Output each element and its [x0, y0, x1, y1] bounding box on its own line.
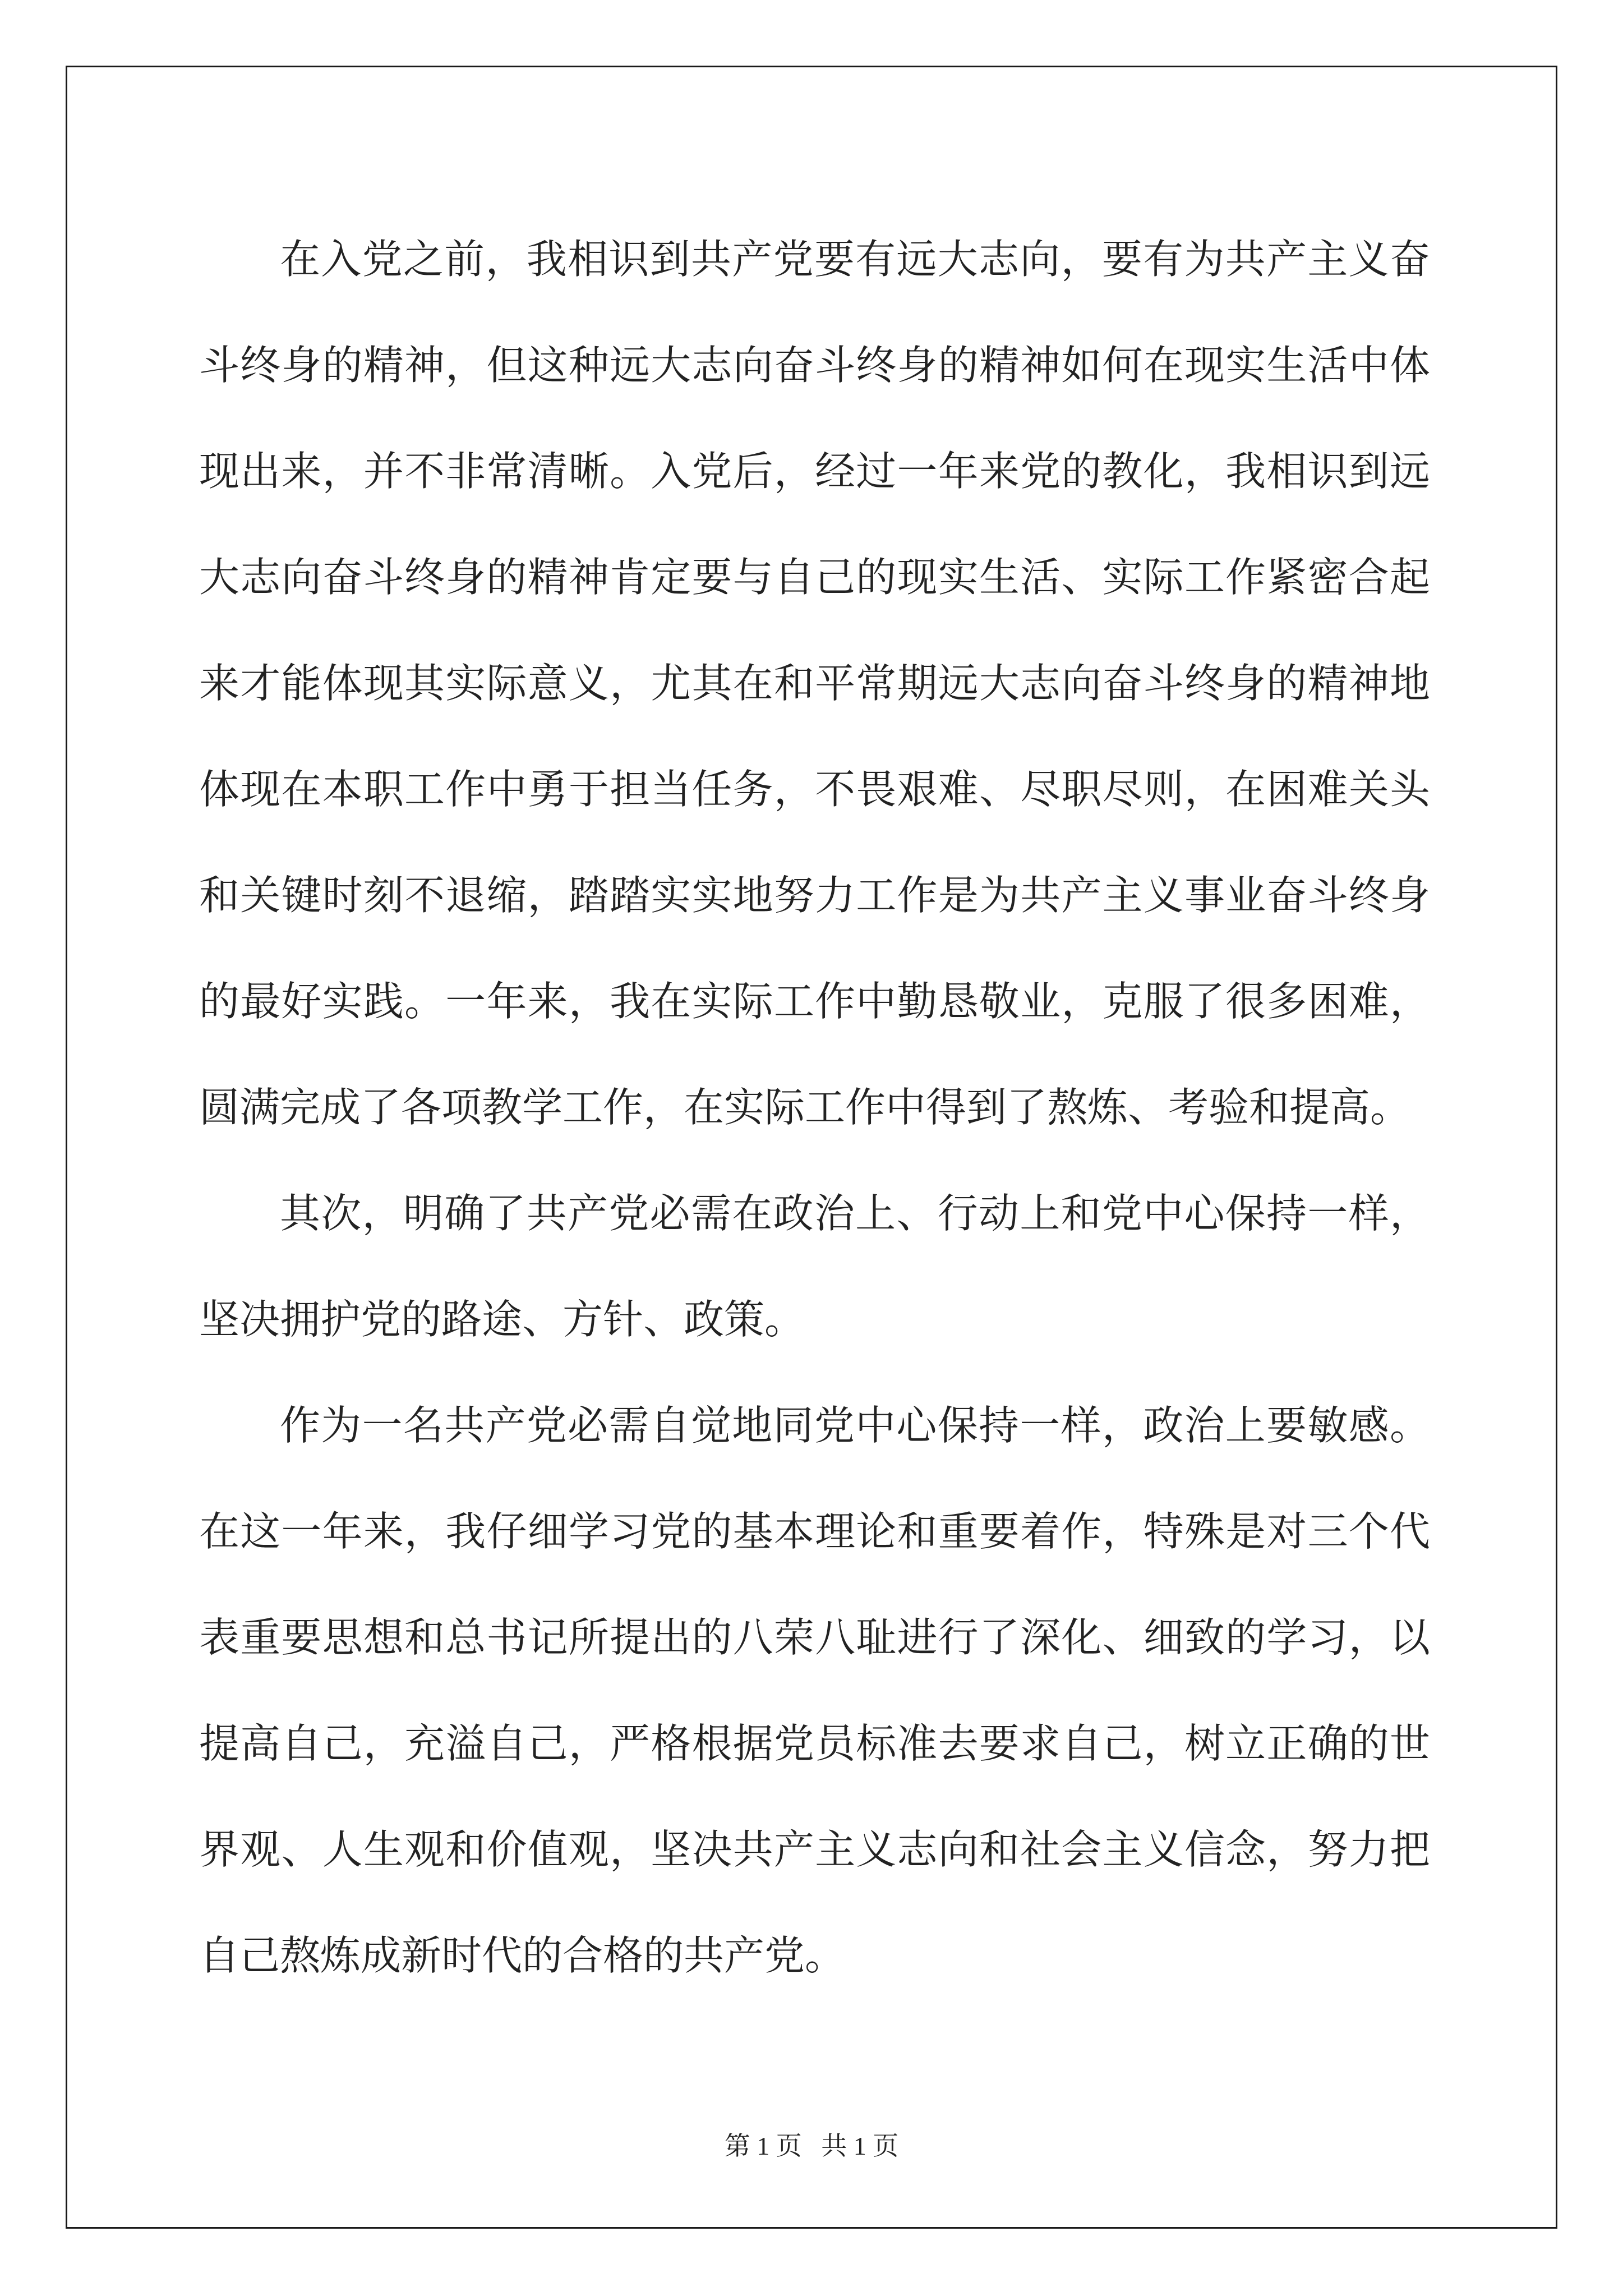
paragraph-3: 作为一名共产党必需自觉地同党中心保持一样，政治上要敏感。在这一年来，我仔细学习党的基本理论和重要着作，特殊是对三个代表重要思想和总书记所提出的八荣八耻进行了深化、细致的学习，以提高自己，充溢自己，严格根据党员标准去要求自己，树立正确的世界观、人生观和价值观，坚决共产主义志向和社会主义信念，努力把自己熬炼成新时代的合格的共产党。 — [199, 1402, 1430, 1979]
document-body — [199, 206, 1430, 2009]
paragraph-1: 在入党之前，我相识到共产党要有远大志向，要有为共产主义奋斗终身的精神，但这种远大志向奋斗终身的精神如何在现实生活中体现出来，并不非常清晰。入党后，经过一年来党的教化，我相识到远大志向奋斗终身的精神肯定要与自己的现实生活、实际工作紧密合起来才能体现其实际意义，尤其在和平常期远大志向奋斗终身的精神地体现在本职工作中勇于担当任务，不畏艰难、尽职尽则，在困难关头和关键时刻不退缩，踏踏实实地努力工作是为共产主义事业奋斗终身的最好实践。一年来，我在实际工作中勤恳敬业，克服了很多困难，圆满完成了各项教学工作，在实际工作中得到了熬炼、考验和提高。 — [199, 236, 1430, 1131]
page-number-footer: 第 1 页 共 1 页 — [724, 2132, 899, 2160]
paragraph-2: 其次，明确了共产党必需在政治上、行动上和党中心保持一样，坚决拥护党的路途、方针、政策。 — [199, 1190, 1430, 1343]
